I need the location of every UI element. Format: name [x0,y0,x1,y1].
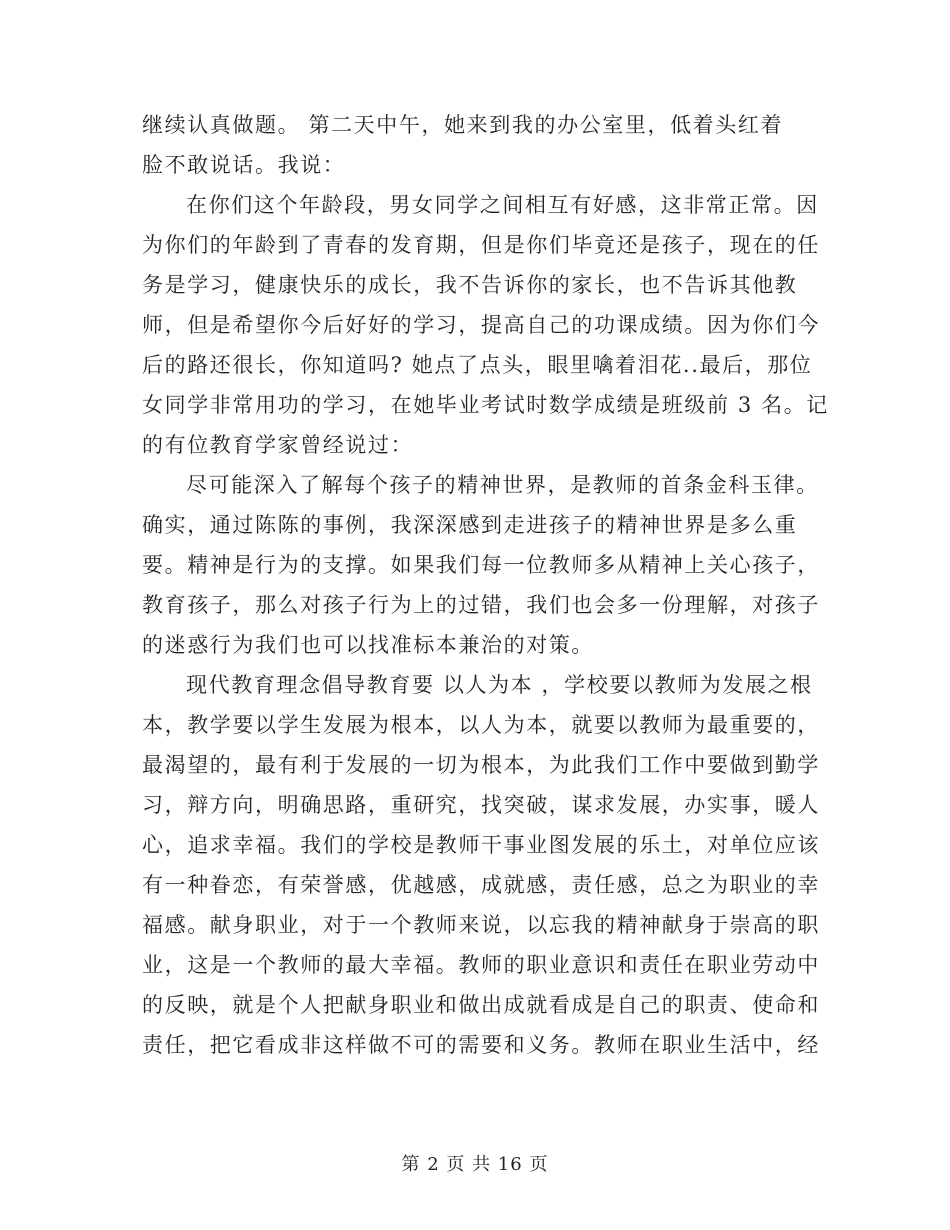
text-line: 在你们这个年龄段，男女同学之间相互有好感，这非常正常。因 [186,193,819,217]
text-line: 脸不敢说话。我说： [142,153,346,177]
text-line: 继续认真做题。 第二天中午，她来到我的办公室里，低着头红着 [142,113,784,137]
page-number-footer: 第 2 页 共 16 页 [401,1154,549,1175]
text-line: 要。精神是行为的支撑。如果我们每一位教师多从精神上关心孩子， [142,553,820,577]
text-line: 女同学非常用功的学习，在她毕业考试时数学成绩是班级前 3 名。记 [142,393,829,417]
text-line: 最渴望的，最有利于发展的一切为根本，为此我们工作中要做到勤学 [142,753,820,777]
text-line: 心，追求幸福。我们的学校是教师干事业图发展的乐土，对单位应该 [142,833,820,857]
text-line: 后的路还很长，你知道吗? 她点了点头，眼里噙着泪花..最后，那位 [142,353,813,377]
text-line: 的反映，就是个人把献身职业和做出成就看成是自己的职责、使命和 [142,993,820,1017]
text-line: 为你们的年龄到了青春的发育期，但是你们毕竟还是孩子，现在的任 [142,233,820,257]
text-line: 尽可能深入了解每个孩子的精神世界，是教师的首条金科玉律。 [186,473,819,497]
text-line: 责任，把它看成非这样做不可的需要和义务。教师在职业生活中，经 [142,1033,820,1057]
text-line: 务是学习，健康快乐的成长，我不告诉你的家长，也不告诉其他教 [142,273,798,297]
document-body [142,105,829,1065]
text-line: 确实，通过陈陈的事例，我深深感到走进孩子的精神世界是多么重 [142,513,798,537]
text-line: 现代教育理念倡导教育要 以人为本 ，学校要以教师为发展之根 [186,673,813,697]
text-line: 业，这是一个教师的最大幸福。教师的职业意识和责任在职业劳动中 [142,953,820,977]
text-line: 的迷惑行为我们也可以找准标本兼治的对策。 [142,633,594,657]
text-line: 师，但是希望你今后好好的学习，提高自己的功课成绩。因为你们今 [142,313,820,337]
text-line: 习，辩方向，明确思路，重研究，找突破，谋求发展，办实事，暖人 [142,793,820,817]
text-line: 教育孩子，那么对孩子行为上的过错，我们也会多一份理解，对孩子 [142,593,820,617]
text-line: 有一种眷恋，有荣誉感，优越感，成就感，责任感，总之为职业的幸 [142,873,820,897]
text-line: 福感。献身职业，对于一个教师来说，以忘我的精神献身于崇高的职 [142,913,820,937]
text-line: 的有位教育学家曾经说过： [142,433,414,457]
text-line: 本，教学要以学生发展为根本，以人为本，就要以教师为最重要的， [142,713,820,737]
